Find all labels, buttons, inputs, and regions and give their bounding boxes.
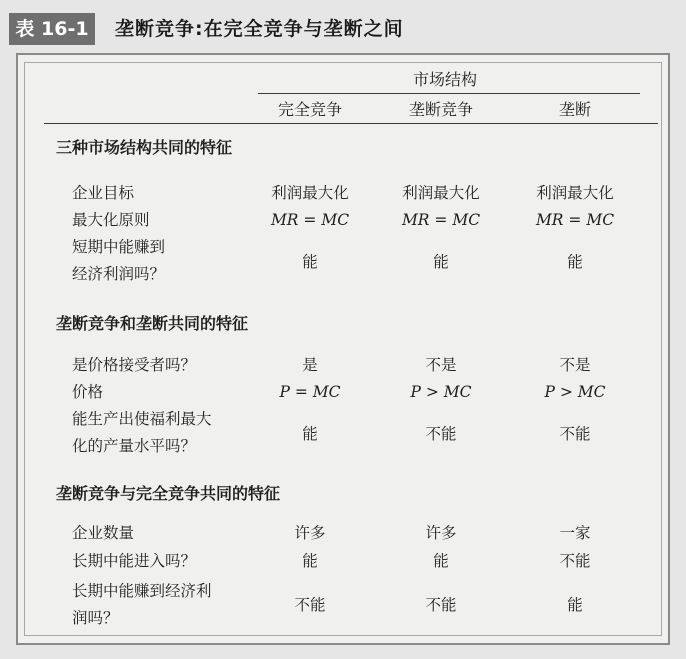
- section-title: 三种市场结构共同的特征: [56, 138, 233, 157]
- row-label: 企业目标: [72, 184, 135, 202]
- row-label: 是价格接受者吗？: [72, 356, 197, 374]
- row-label: 长期中能赚到经济利: [72, 582, 212, 600]
- table-cell: 不能: [559, 425, 591, 443]
- row-label: 化的产量水平吗？: [72, 437, 197, 455]
- table-number-label: 表 16-1: [9, 13, 95, 45]
- table-cell: 是: [302, 356, 318, 374]
- table-cell: 能: [302, 552, 318, 570]
- market-structure-header: 市场结构: [412, 70, 477, 89]
- section-title: 垄断竞争与完全竞争共同的特征: [56, 484, 281, 503]
- row-label: 价格: [72, 383, 104, 401]
- row-label: 长期中能进入吗？: [72, 552, 197, 570]
- table-cell: MR = MC: [401, 211, 481, 229]
- row-label: 短期中能赚到: [72, 238, 166, 256]
- table-cell: 不是: [425, 356, 457, 374]
- row-label: 能生产出使福利最大: [72, 410, 212, 428]
- row-label: 最大化原则: [72, 211, 150, 229]
- table-cell: MR = MC: [270, 211, 350, 229]
- table-cell: MR = MC: [535, 211, 615, 229]
- table-cell: 许多: [425, 524, 457, 542]
- table-cell: 许多: [294, 524, 326, 542]
- table-cell: 利润最大化: [536, 184, 614, 202]
- header-bottom-rule: [44, 123, 658, 124]
- table-cell: 不能: [559, 552, 591, 570]
- group-header-rule: [258, 93, 640, 94]
- table-cell: 能: [433, 253, 449, 271]
- table-cell: 能: [433, 552, 449, 570]
- column-header-monopolistic-competition: 垄断竞争: [408, 100, 473, 119]
- table-cell: 不是: [559, 356, 591, 374]
- table-cell: P > MC: [544, 383, 606, 401]
- table-cell: 能: [567, 253, 583, 271]
- table-cell: 不能: [425, 425, 457, 443]
- column-header-monopoly: 垄断: [558, 100, 591, 119]
- table-cell: 能: [302, 425, 318, 443]
- column-header-perfect-competition: 完全竞争: [277, 100, 342, 119]
- table-cell: 利润最大化: [402, 184, 480, 202]
- table-cell: P = MC: [279, 383, 341, 401]
- section-title: 垄断竞争和垄断共同的特征: [56, 314, 249, 333]
- table-cell: 不能: [425, 596, 457, 614]
- table-cell: 一家: [559, 524, 591, 542]
- table-cell: 能: [567, 596, 583, 614]
- row-label: 经济利润吗？: [72, 265, 166, 283]
- row-label: 企业数量: [72, 524, 135, 542]
- table-cell: 能: [302, 253, 318, 271]
- table-cell: P > MC: [410, 383, 472, 401]
- table-cell: 利润最大化: [271, 184, 349, 202]
- table-cell: 不能: [294, 596, 326, 614]
- row-label: 润吗？: [72, 609, 119, 627]
- table-title: 垄断竞争:在完全竞争与垄断之间: [115, 18, 404, 40]
